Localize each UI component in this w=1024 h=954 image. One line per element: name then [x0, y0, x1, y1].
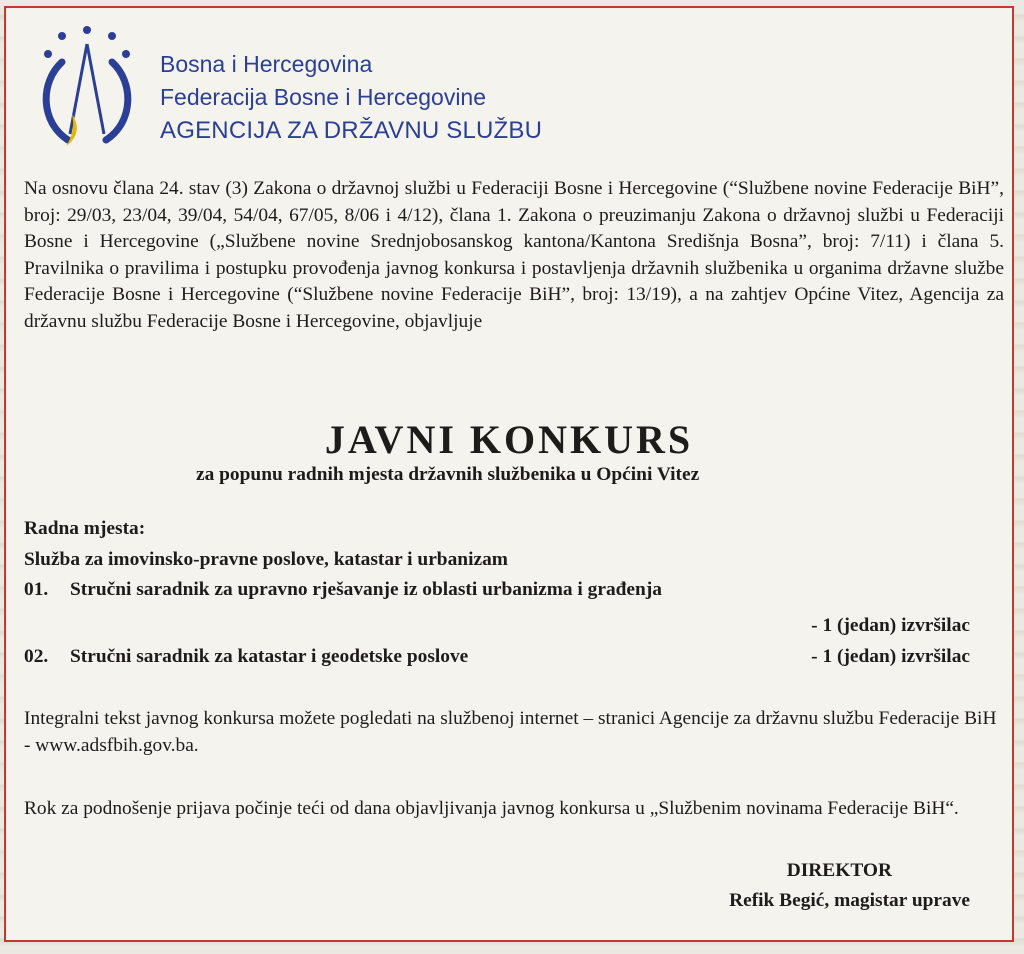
intro-paragraph: Na osnovu člana 24. stav (3) Zakona o državnoj službi u Federaciji Bosne i Hercegovine (“Službene novine Federacije BiH”, broj: 29/03, 23/04, 39/04, 54/04, 67/05, 8/06 i 4/12), člana 1. Zakona o preuzimanju Zakona o državnoj službi u Federaciji Bosne i Hercegovine („Službene novine Srednjobosanskog kantona/Kantona Središnja Bosna”, broj: 7/11) i člana 5. Pravilnika o pravilima i postupku provođenja javnog konkursa i postavljenja državnih službenika u organima državne službe Federacije Bosne i Hercegovine (“Službene novine Federacije BiH”, broj: 13/19), a na zahtjev Općine Vitez, Agencija za državnu službu Federacije Bosne i Hercegovine, objavljuje: [24, 178, 1004, 332]
federation-name: Federacija Bosne i Hercegovine: [160, 84, 487, 110]
positions-heading: Radna mjesta:: [24, 518, 146, 539]
announcement-frame: [4, 6, 1014, 942]
country-name: Bosna i Hercegovina: [160, 51, 373, 77]
signature-name: Refik Begić, magistar uprave: [729, 890, 970, 911]
position-title: Stručni saradnik za katastar i geodetske poslove: [70, 646, 469, 667]
signature-role: DIREKTOR: [786, 860, 892, 881]
department-name: Služba za imovinsko-pravne poslove, katastar i urbanizam: [24, 549, 508, 570]
announcement-subtitle: za popunu radnih mjesta državnih službenika u Općini Vitez: [196, 464, 700, 485]
agency-name: AGENCIJA ZA DRŽAVNU SLUŽBU: [160, 117, 543, 144]
position-title: Stručni saradnik za upravno rješavanje iz oblasti urbanizma i građenja: [70, 579, 662, 600]
position-executors: - 1 (jedan) izvršilac: [811, 646, 970, 667]
integral-text-paragraph: Integralni tekst javnog konkursa možete pogledati na službenoj internet – stranici Agencije za državnu službu Federacije BiH - www.adsfbih.gov.ba.: [24, 708, 997, 756]
agency-brand: [160, 48, 542, 147]
position-item: [24, 579, 662, 601]
position-item: [24, 646, 468, 668]
deadline-paragraph: Rok za podnošenje prijava počinje teći od dana objavljivanja javnog konkursa u „Službenim novinama Federacije BiH“.: [24, 798, 959, 819]
announcement-title: JAVNI KONKURS: [324, 417, 694, 462]
position-number: 01.: [24, 579, 49, 600]
position-number: 02.: [24, 646, 49, 667]
agency-emblem-icon: [32, 22, 142, 152]
position-executors: - 1 (jedan) izvršilac: [811, 615, 970, 636]
